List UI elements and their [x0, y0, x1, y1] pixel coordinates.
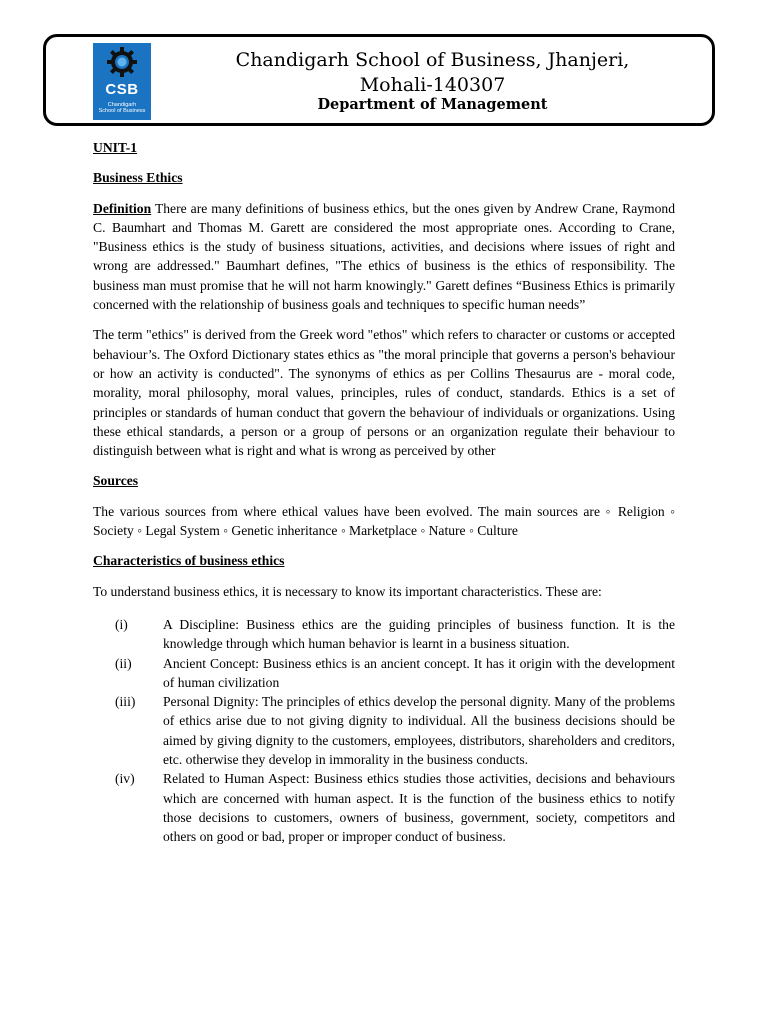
- school-name-line2: Mohali-140307: [359, 74, 506, 96]
- logo-subtext-line1: Chandigarh: [107, 102, 137, 108]
- list-item-text: Ancient Concept: Business ethics is an ancient concept. It has it origin with the development of human civilization: [163, 655, 675, 690]
- topic-heading: Business Ethics: [93, 170, 183, 186]
- ethics-paragraph: The term "ethics" is derived from the Greek word "ethos" which refers to character or customs or accepted behaviour’s. The Oxford Dictionary states ethics as "the moral principle that governs a person's behaviour or how an activity is conducted". The synonyms of ethics as per Collins Thesaurus are - moral code, morality, moral philosophy, moral values, principles, rules of conduct, standards. Ethics is a set of principles or standards of human conduct that govern the behaviour of individuals or organizations. Using these ethical standards, a person or a group of persons or an organization regulate their behaviour to distinguish between what is right and what is wrong as perceived by other: [93, 327, 675, 459]
- list-item-text: Personal Dignity: The principles of ethics develop the personal dignity. Many of the problems of ethics arise due to not giving dignity to individual. All the business decisions should be aimed by giving dignity to the customers, employees, distributors, shareholders and creditors, etc. otherwise they develop in immorality in the business conducts.: [163, 694, 675, 768]
- list-item-text: A Discipline: Business ethics are the guiding principles of business function. It is the knowledge through which human behavior is learnt in a business situation.: [163, 616, 675, 652]
- characteristics-intro: To understand business ethics, it is necessary to know its important characteristics. These are:: [93, 583, 602, 599]
- logo-text: CSB: [105, 81, 139, 98]
- department-title: Department of Management: [317, 96, 548, 113]
- definition-text: There are many definitions of business ethics, but the ones given by Andrew Crane, Raymond C. Baumhart and Thomas M. Garett are considered the most appropriate ones. According to Crane, "Business ethics is the study of business situations, activities, and decisions where issues of right and wrong are addressed." Baumhart defines, "The ethics of business is the ethics of responsibility. The business man must promise that he will not harm knowingly." Garett defines “Business Ethics is primarily concerned with the relationship of business goals and techniques to specific human needs”: [93, 200, 675, 313]
- definition-paragraph: [93, 199, 675, 315]
- characteristics-heading: Characteristics of business ethics: [93, 553, 285, 569]
- list-item-number: (iii): [115, 694, 136, 710]
- characteristics-list: [93, 615, 675, 847]
- logo-subtext: [93, 102, 151, 114]
- list-item: [93, 654, 675, 693]
- list-item: [93, 692, 675, 769]
- document-body: [93, 138, 675, 847]
- sources-heading: Sources: [93, 473, 139, 489]
- list-item: [93, 769, 675, 846]
- definition-term: Definition: [93, 200, 152, 216]
- list-item-number: (i): [115, 616, 128, 632]
- unit-heading: UNIT-1: [93, 140, 138, 155]
- school-logo: [93, 43, 151, 120]
- list-item: [93, 615, 675, 654]
- list-item-text: Related to Human Aspect: Business ethics studies those activities, decisions and behaviours which are concerned with human aspect. It is the function of the business ethics to notify those decisions to customers, owners of business, government, society, competitors and others on good or bad, proper or improper conduct of business.: [163, 771, 675, 845]
- sources-paragraph: The various sources from where ethical values have been evolved. The main sources are ◦ Religion ◦ Society ◦ Legal System ◦ Genetic inheritance ◦ Marketplace ◦ Nature ◦ Culture: [93, 503, 675, 539]
- school-name-line1: Chandigarh School of Business, Jhanjeri,: [235, 49, 630, 71]
- gear-icon: [93, 43, 151, 83]
- logo-subtext-line2: School of Business: [98, 108, 146, 114]
- list-item-number: (ii): [115, 655, 132, 671]
- list-item-number: (iv): [115, 771, 135, 787]
